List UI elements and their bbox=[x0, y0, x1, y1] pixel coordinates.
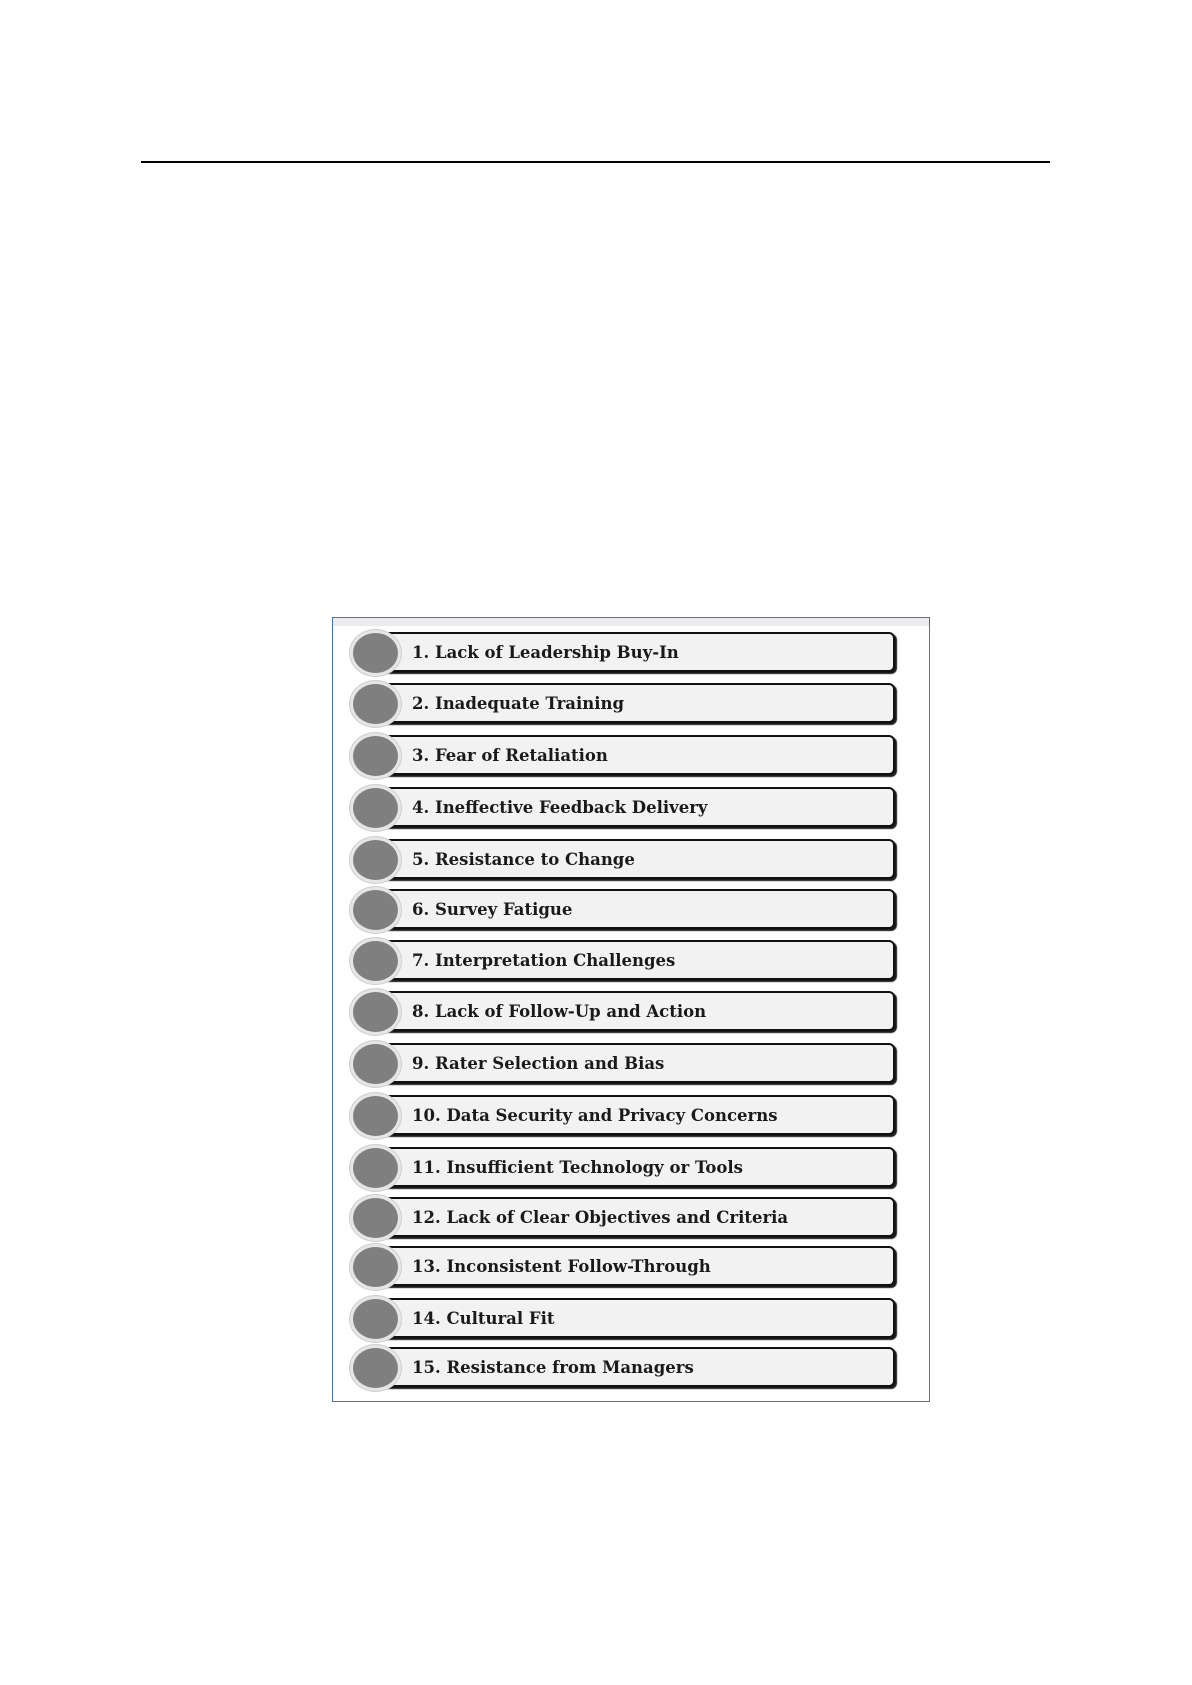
item-bullet-circle bbox=[350, 681, 401, 727]
header-rule bbox=[141, 161, 1050, 163]
list-item-10 bbox=[350, 1093, 903, 1139]
item-label: 11. Insufficient Technology or Tools bbox=[412, 1158, 743, 1177]
item-label: 3. Fear of Retaliation bbox=[412, 746, 608, 765]
item-bullet-circle bbox=[350, 938, 401, 984]
item-bullet-circle bbox=[350, 989, 401, 1035]
item-bullet-circle bbox=[350, 837, 401, 883]
item-label: 13. Inconsistent Follow-Through bbox=[412, 1257, 711, 1276]
item-bullet-circle bbox=[350, 630, 401, 676]
list-item-15 bbox=[350, 1345, 903, 1391]
item-bullet-circle bbox=[350, 1041, 401, 1087]
list-item-9 bbox=[350, 1041, 903, 1087]
item-bullet-circle bbox=[350, 1145, 401, 1191]
item-label: 6. Survey Fatigue bbox=[412, 900, 573, 919]
item-bullet-circle bbox=[350, 887, 401, 933]
item-label: 1. Lack of Leadership Buy-In bbox=[412, 643, 679, 662]
item-bullet-circle bbox=[350, 1345, 401, 1391]
list-item-12 bbox=[350, 1195, 903, 1241]
challenges-diagram bbox=[332, 617, 930, 1402]
item-label: 2. Inadequate Training bbox=[412, 694, 625, 713]
list-item-13 bbox=[350, 1244, 903, 1290]
item-label: 4. Ineffective Feedback Delivery bbox=[412, 798, 708, 817]
item-bullet-circle bbox=[350, 1195, 401, 1241]
item-label: 15. Resistance from Managers bbox=[412, 1358, 694, 1377]
list-item-7 bbox=[350, 938, 903, 984]
list-item-5 bbox=[350, 837, 903, 883]
item-label: 14. Cultural Fit bbox=[412, 1309, 555, 1328]
list-item-14 bbox=[350, 1296, 903, 1342]
list-item-4 bbox=[350, 785, 903, 831]
figure-top-band bbox=[333, 618, 929, 626]
item-bullet-circle bbox=[350, 733, 401, 779]
item-label: 10. Data Security and Privacy Concerns bbox=[412, 1106, 778, 1125]
item-bullet-circle bbox=[350, 1093, 401, 1139]
list-item-6 bbox=[350, 887, 903, 933]
item-bullet-circle bbox=[350, 1244, 401, 1290]
list-item-11 bbox=[350, 1145, 903, 1191]
list-item-2 bbox=[350, 681, 903, 727]
item-label: 5. Resistance to Change bbox=[412, 850, 635, 869]
item-label: 8. Lack of Follow-Up and Action bbox=[412, 1002, 707, 1021]
item-bullet-circle bbox=[350, 785, 401, 831]
item-label: 12. Lack of Clear Objectives and Criteria bbox=[412, 1208, 789, 1227]
list-item-8 bbox=[350, 989, 903, 1035]
list-item-3 bbox=[350, 733, 903, 779]
item-bullet-circle bbox=[350, 1296, 401, 1342]
item-label: 9. Rater Selection and Bias bbox=[412, 1054, 665, 1073]
list-item-1 bbox=[350, 630, 903, 676]
item-label: 7. Interpretation Challenges bbox=[412, 951, 676, 970]
